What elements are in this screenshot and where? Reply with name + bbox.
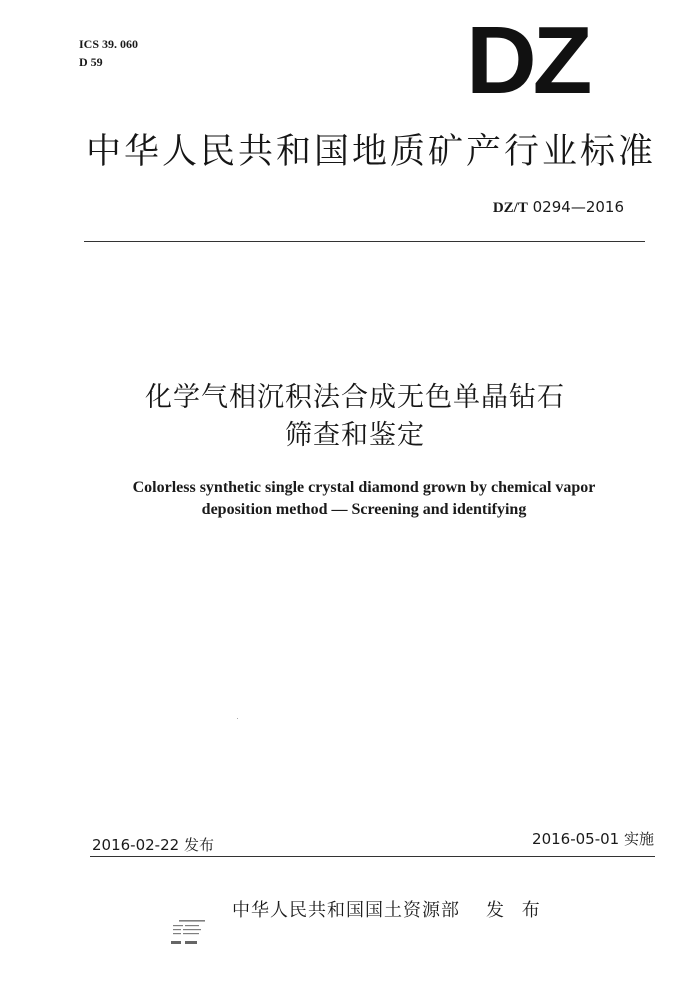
issue-date: 2016-02-22 发布: [92, 836, 214, 854]
scan-speck: [237, 718, 238, 719]
standard-code-prefix: DZ/T: [492, 200, 528, 216]
library-stamp-icon: [165, 918, 225, 956]
ccs-code: D 59: [79, 55, 103, 69]
bottom-divider: [90, 856, 655, 857]
standard-number: [493, 198, 624, 217]
publisher-name: 中华人民共和国国土资源部: [232, 900, 460, 921]
dz-logo: DZ: [466, 7, 589, 114]
implement-date: 2016-05-01 实施: [532, 830, 654, 848]
standard-category-title: 中华人民共和国地质矿产行业标准: [86, 132, 657, 172]
publish-label: 发 布: [486, 900, 546, 921]
ics-code: ICS 39. 060: [79, 37, 139, 51]
top-divider: [84, 241, 645, 242]
standard-code-number: 0294—2016: [532, 198, 624, 216]
en-title-line-2: deposition method — Screening and identifying: [201, 501, 527, 518]
cn-title-line-2: 筛查和鉴定: [285, 420, 425, 451]
cn-title-line-1: 化学气相沉积法合成无色单晶钻石: [145, 382, 565, 413]
en-title-line-1: Colorless synthetic single crystal diamond grown by chemical vapor: [132, 479, 596, 496]
